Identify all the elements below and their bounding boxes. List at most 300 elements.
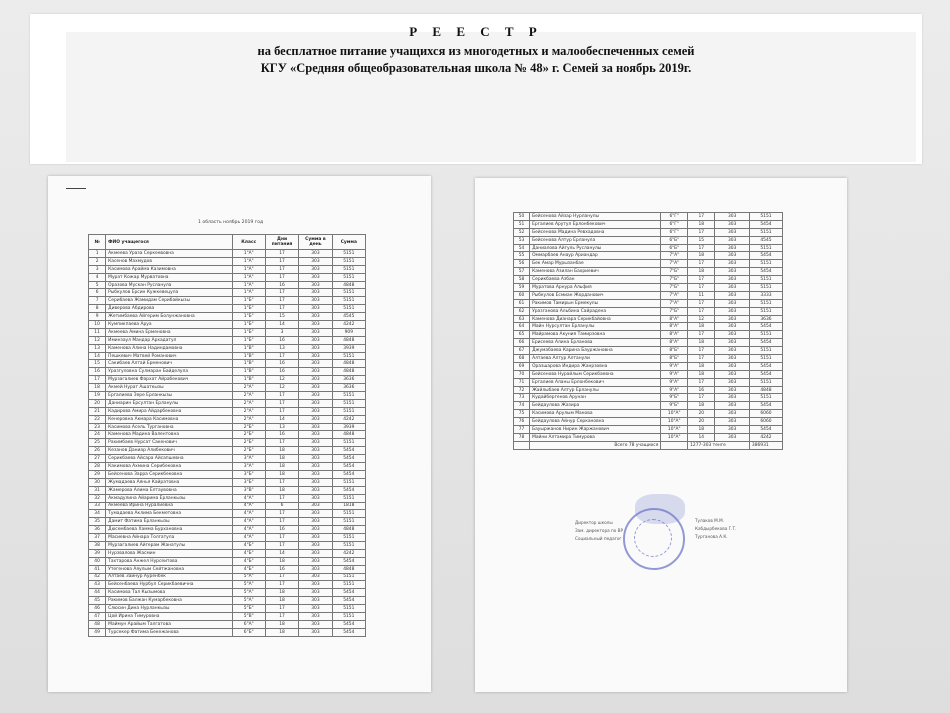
table-row: [89, 305, 366, 313]
table-cell: 303: [299, 612, 332, 620]
table-cell: 1818: [332, 502, 365, 510]
table-cell: 5"А": [232, 573, 265, 581]
table-row: [89, 534, 366, 542]
table-cell: 303: [299, 384, 332, 392]
table-cell: 303: [715, 220, 750, 228]
table-cell: 1"А": [232, 265, 265, 273]
table-cell: Уразганова Альбина Сайрадена: [530, 307, 661, 315]
table-row: [89, 526, 366, 534]
table-cell: 8"А": [661, 323, 688, 331]
table-row: [89, 573, 366, 581]
table-cell: 5151: [749, 347, 782, 355]
table-cell: 1"Б": [232, 321, 265, 329]
table-cell: 5151: [332, 581, 365, 589]
table-cell: 17: [265, 541, 298, 549]
table-row: [89, 384, 366, 392]
table-cell: 2"А": [232, 415, 265, 423]
table-cell: Бейдаулова Айнур Серкановна: [530, 418, 661, 426]
table-cell: 5: [89, 281, 106, 289]
table-cell: 14: [265, 415, 298, 423]
table-cell: 69: [514, 362, 530, 370]
table-cell: 2"Б": [232, 439, 265, 447]
table-cell: 303: [299, 463, 332, 471]
table-row: [89, 549, 366, 557]
table-cell: Пешкевич Матвей Романович: [106, 352, 232, 360]
table-row: [89, 581, 366, 589]
table-cell: 28: [89, 463, 106, 471]
table-cell: 303: [299, 502, 332, 510]
table-row: [89, 423, 366, 431]
table-cell: 5151: [749, 284, 782, 292]
table-cell: 1"А": [232, 273, 265, 281]
table-cell: 24: [89, 431, 106, 439]
table-row: [514, 276, 783, 284]
table-cell: 18: [688, 362, 715, 370]
table-cell: 18: [688, 426, 715, 434]
table-row: [89, 565, 366, 573]
table-cell: 1"В": [232, 368, 265, 376]
table-cell: Иминзаул Мандар Архадатул: [106, 336, 232, 344]
table-cell: Кезанов Даниар Алибекович: [106, 447, 232, 455]
table-cell: 5151: [332, 392, 365, 400]
table-cell: 48: [89, 620, 106, 628]
table-cell: 18: [265, 557, 298, 565]
table-cell: Каменова Азилан Бахриевич: [530, 268, 661, 276]
table-cell: Акмеева Ураза Серкеевовна: [106, 250, 232, 258]
table-cell: 303: [299, 265, 332, 273]
table-row: [89, 336, 366, 344]
table-cell: Уразгуловна Сулмаран Байделула: [106, 368, 232, 376]
table-cell: Касимова Арайма Казимовна: [106, 265, 232, 273]
table-cell: Алтаев Заинур Ауренбек: [106, 573, 232, 581]
table-row: [89, 415, 366, 423]
table-cell: 3: [265, 328, 298, 336]
table-cell: 26: [89, 447, 106, 455]
table-cell: 5151: [332, 273, 365, 281]
table-cell: 5"Б": [232, 605, 265, 613]
table-cell: 5151: [332, 573, 365, 581]
table-cell: 5151: [749, 276, 782, 284]
table-row: [514, 228, 783, 236]
table-row: [89, 494, 366, 502]
table-cell: 13: [265, 423, 298, 431]
table-cell: Алтаева Алтур Алтанули: [530, 355, 661, 363]
table-cell: 25: [89, 439, 106, 447]
total-days: 1277-303 тенге: [688, 441, 750, 449]
table-cell: 3"Б": [232, 470, 265, 478]
table-cell: 17: [688, 213, 715, 221]
table-cell: Мурзагалиев Айгерам Жанатулы: [106, 541, 232, 549]
table-cell: 303: [299, 313, 332, 321]
table-cell: 303: [715, 339, 750, 347]
table-cell: 17: [688, 355, 715, 363]
table-cell: 4545: [332, 313, 365, 321]
table-cell: 18: [688, 252, 715, 260]
table-cell: 18: [89, 384, 106, 392]
table-cell: 6"Б": [661, 236, 688, 244]
table-cell: 59: [514, 284, 530, 292]
table-cell: 303: [299, 518, 332, 526]
table-cell: 50: [514, 213, 530, 221]
table-cell: 2: [89, 257, 106, 265]
table-cell: 18: [265, 486, 298, 494]
table-cell: 303: [715, 323, 750, 331]
table-cell: 4"А": [232, 494, 265, 502]
table-row: [89, 470, 366, 478]
table-cell: Рыбкулов Ерсин Кужкевецула: [106, 289, 232, 297]
table-cell: 17: [688, 284, 715, 292]
table-row: [514, 307, 783, 315]
table-cell: 45: [89, 597, 106, 605]
column-header: Сумма в день: [299, 235, 332, 250]
table-row: [514, 370, 783, 378]
table-cell: 5151: [749, 307, 782, 315]
table-cell: 7"А": [661, 299, 688, 307]
table-cell: 5454: [332, 447, 365, 455]
table-cell: 303: [299, 257, 332, 265]
table-row: [514, 410, 783, 418]
table-cell: 64: [514, 323, 530, 331]
table-cell: 303: [299, 581, 332, 589]
table-cell: 72: [514, 386, 530, 394]
table-cell: 2"А": [232, 399, 265, 407]
table-row: [514, 402, 783, 410]
table-cell: 5454: [332, 463, 365, 471]
school-stamp-icon: [623, 508, 685, 570]
table-cell: Маймун Арайым Талгатова: [106, 620, 232, 628]
table-cell: Цой Ирина Тимуровна: [106, 612, 232, 620]
table-cell: 20: [688, 418, 715, 426]
table-cell: 5454: [749, 426, 782, 434]
page-mark: [66, 188, 86, 189]
registry-table-left: [88, 234, 366, 637]
table-row: [514, 362, 783, 370]
table-cell: 7"Б": [661, 307, 688, 315]
table-cell: 11: [688, 291, 715, 299]
table-cell: Акмадулина Айарима Ерланкызы: [106, 494, 232, 502]
table-cell: 5151: [332, 257, 365, 265]
table-cell: 5454: [749, 220, 782, 228]
table-cell: Бейсенбаева Нурбул Серикбаевична: [106, 581, 232, 589]
table-cell: 18: [688, 339, 715, 347]
table-cell: 303: [715, 276, 750, 284]
table-cell: 909: [332, 328, 365, 336]
table-cell: 4: [89, 273, 106, 281]
table-cell: Касимова Тал Кызымова: [106, 589, 232, 597]
table-row: [89, 265, 366, 273]
table-cell: 4"А": [232, 502, 265, 510]
table-cell: Майни Алтамира Тимурова: [530, 433, 661, 441]
table-cell: Бек Амар Мурызанбае: [530, 260, 661, 268]
table-cell: 36: [89, 526, 106, 534]
table-cell: 303: [299, 541, 332, 549]
table-cell: 303: [299, 392, 332, 400]
table-row: [89, 510, 366, 518]
table-cell: 4848: [749, 386, 782, 394]
table-cell: Серикбаева Азбан: [530, 276, 661, 284]
table-cell: 11: [89, 328, 106, 336]
table-cell: 17: [265, 265, 298, 273]
table-cell: Бейсенова Нурайлым Серикбаевна: [530, 370, 661, 378]
table-cell: 303: [715, 236, 750, 244]
table-cell: 17: [688, 299, 715, 307]
table-cell: 1"А": [232, 257, 265, 265]
table-cell: 303: [299, 589, 332, 597]
table-cell: Жамерова Алима Елтаувовна: [106, 486, 232, 494]
table-row: [89, 589, 366, 597]
table-cell: 2"А": [232, 384, 265, 392]
table-cell: 17: [265, 494, 298, 502]
table-row: [514, 433, 783, 441]
table-row: [89, 281, 366, 289]
table-cell: Акмей Нурат Ашаткызы: [106, 384, 232, 392]
table-cell: 7"Б": [661, 284, 688, 292]
table-cell: Рахимбаев Нурсат Сакенович: [106, 439, 232, 447]
table-cell: 4848: [332, 336, 365, 344]
table-cell: 4848: [332, 526, 365, 534]
table-row: [514, 244, 783, 252]
table-cell: 17: [265, 478, 298, 486]
table-cell: 61: [514, 299, 530, 307]
table-cell: 75: [514, 410, 530, 418]
table-cell: 7"Б": [661, 268, 688, 276]
table-cell: 3"В": [232, 486, 265, 494]
table-cell: 303: [715, 410, 750, 418]
table-cell: Ракимов Тамирын Ермекулы: [530, 299, 661, 307]
table-cell: 2"Б": [232, 431, 265, 439]
table-cell: 3"А": [232, 463, 265, 471]
table-cell: 18: [265, 470, 298, 478]
table-cell: 5454: [332, 628, 365, 636]
table-row: [514, 252, 783, 260]
table-cell: 10"А": [661, 418, 688, 426]
table-cell: 16: [265, 360, 298, 368]
table-cell: 303: [299, 628, 332, 636]
table-row: [89, 392, 366, 400]
table-cell: 17: [265, 439, 298, 447]
table-cell: 303: [299, 455, 332, 463]
table-cell: 74: [514, 402, 530, 410]
table-cell: 5151: [332, 305, 365, 313]
table-cell: 303: [715, 370, 750, 378]
table-cell: 6"А": [232, 620, 265, 628]
column-header: №: [89, 235, 106, 250]
table-cell: 17: [265, 250, 298, 258]
table-cell: 51: [514, 220, 530, 228]
table-cell: 303: [299, 289, 332, 297]
table-cell: 4242: [332, 415, 365, 423]
table-cell: 17: [265, 605, 298, 613]
table-cell: 303: [299, 494, 332, 502]
table-cell: 1"Б": [232, 313, 265, 321]
table-cell: Кенеровна Акмара Касимовна: [106, 415, 232, 423]
table-row: [89, 612, 366, 620]
table-cell: 12: [265, 384, 298, 392]
table-cell: 18: [265, 620, 298, 628]
table-cell: 303: [299, 439, 332, 447]
table-cell: 6"Г": [661, 213, 688, 221]
table-cell: 303: [715, 299, 750, 307]
table-cell: Ергалиев Арутул Ерлонбекович: [530, 220, 661, 228]
registry-table-right: [513, 212, 783, 450]
table-cell: 4848: [332, 360, 365, 368]
table-cell: 5454: [749, 268, 782, 276]
table-row: [514, 347, 783, 355]
table-cell: 10: [89, 321, 106, 329]
table-cell: 70: [514, 370, 530, 378]
table-cell: 9"Б": [661, 402, 688, 410]
table-cell: Бейсенова Алтур Ерланула: [530, 236, 661, 244]
table-cell: Каменова Мадина Валентовна: [106, 431, 232, 439]
table-cell: 5151: [332, 518, 365, 526]
signature-name: Турганова А.К.: [695, 534, 728, 539]
table-cell: 303: [715, 362, 750, 370]
table-cell: 303: [299, 565, 332, 573]
table-cell: 14: [89, 352, 106, 360]
table-cell: 4848: [332, 281, 365, 289]
table-cell: 17: [265, 399, 298, 407]
table-row: [514, 213, 783, 221]
table-cell: Диверова Абдирова: [106, 305, 232, 313]
table-cell: Оммарбаев Анаур Ариандар: [530, 252, 661, 260]
table-cell: 54: [514, 244, 530, 252]
table-row: [514, 323, 783, 331]
table-cell: 23: [89, 423, 106, 431]
table-cell: 4"Б": [232, 557, 265, 565]
table-row: [514, 220, 783, 228]
table-cell: 16: [688, 386, 715, 394]
table-cell: 3"А": [232, 455, 265, 463]
table-cell: 6"Г": [661, 220, 688, 228]
table-cell: 303: [299, 526, 332, 534]
table-cell: 8"А": [661, 315, 688, 323]
table-cell: Даниалова Айгуль Русланулы: [530, 244, 661, 252]
table-cell: 303: [299, 273, 332, 281]
table-cell: 19: [89, 392, 106, 400]
table-cell: 71: [514, 378, 530, 386]
table-cell: 6060: [749, 410, 782, 418]
table-row: [89, 455, 366, 463]
table-row: [89, 478, 366, 486]
table-cell: 1"В": [232, 352, 265, 360]
table-cell: 303: [299, 352, 332, 360]
table-row: [514, 236, 783, 244]
table-cell: 17: [265, 297, 298, 305]
table-cell: 77: [514, 426, 530, 434]
table-cell: 73: [514, 394, 530, 402]
table-cell: 1"А": [232, 289, 265, 297]
signature-role: Зам. директора по ВР: [575, 528, 624, 533]
table-cell: 17: [688, 347, 715, 355]
table-row: [89, 463, 366, 471]
table-row: [514, 394, 783, 402]
table-cell: 303: [299, 549, 332, 557]
table-cell: 18: [688, 402, 715, 410]
table-cell: 303: [299, 605, 332, 613]
table-cell: 3636: [332, 376, 365, 384]
table-cell: 5454: [332, 557, 365, 565]
table-cell: 4"Б": [232, 541, 265, 549]
table-row: [89, 250, 366, 258]
table-cell: 21: [89, 407, 106, 415]
table-row: [514, 299, 783, 307]
table-cell: 5151: [332, 250, 365, 258]
table-cell: 78: [514, 433, 530, 441]
table-cell: 303: [715, 418, 750, 426]
table-cell: 303: [299, 328, 332, 336]
table-cell: 27: [89, 455, 106, 463]
table-cell: 42: [89, 573, 106, 581]
table-cell: 5151: [332, 399, 365, 407]
table-cell: Кумпикпаева Аруа: [106, 321, 232, 329]
table-cell: 13: [265, 344, 298, 352]
table-cell: 14: [688, 433, 715, 441]
table-cell: 5454: [749, 402, 782, 410]
table-row: [89, 376, 366, 384]
table-cell: 57: [514, 268, 530, 276]
table-cell: 4"Б": [232, 549, 265, 557]
table-row: [514, 260, 783, 268]
table-row: [89, 486, 366, 494]
total-sum: 386931: [749, 441, 782, 449]
table-cell: 46: [89, 605, 106, 613]
table-cell: 1"В": [232, 376, 265, 384]
table-cell: 63: [514, 315, 530, 323]
table-cell: Майрамова Акуния Тамирзовна: [530, 331, 661, 339]
table-cell: 58: [514, 276, 530, 284]
table-cell: 7"А": [661, 260, 688, 268]
table-cell: 303: [715, 291, 750, 299]
table-row: [514, 418, 783, 426]
table-cell: 17: [688, 260, 715, 268]
table-cell: 5454: [749, 370, 782, 378]
table-cell: 17: [265, 407, 298, 415]
table-cell: 38: [89, 541, 106, 549]
table-cell: Муратова Арнура Альфия: [530, 284, 661, 292]
table-cell: 13: [89, 344, 106, 352]
table-cell: 17: [265, 289, 298, 297]
table-row: [89, 541, 366, 549]
table-cell: Серибаева Жамидам Серибайкызы: [106, 297, 232, 305]
table-cell: 8"А": [661, 339, 688, 347]
table-cell: 5151: [332, 494, 365, 502]
table-row: [514, 426, 783, 434]
table-cell: 5151: [332, 605, 365, 613]
table-cell: 18: [688, 370, 715, 378]
signature-name: Тулаков М.М.: [695, 518, 725, 523]
table-cell: Джумабаева Карина Бауржановна: [530, 347, 661, 355]
table-row: [89, 344, 366, 352]
column-header: ФИО учащегося: [106, 235, 232, 250]
table-cell: 3636: [332, 384, 365, 392]
table-cell: 67: [514, 347, 530, 355]
table-cell: 33: [89, 502, 106, 510]
table-row: [89, 431, 366, 439]
table-cell: 41: [89, 565, 106, 573]
table-cell: 303: [299, 597, 332, 605]
table-cell: 5151: [332, 612, 365, 620]
table-row: [89, 352, 366, 360]
table-cell: 5454: [332, 455, 365, 463]
table-cell: 20: [688, 410, 715, 418]
table-cell: 5151: [749, 244, 782, 252]
table-cell: 303: [299, 470, 332, 478]
table-cell: 303: [715, 355, 750, 363]
table-cell: 303: [715, 394, 750, 402]
table-row: [89, 289, 366, 297]
table-cell: 1"Б": [232, 328, 265, 336]
table-cell: 303: [299, 360, 332, 368]
